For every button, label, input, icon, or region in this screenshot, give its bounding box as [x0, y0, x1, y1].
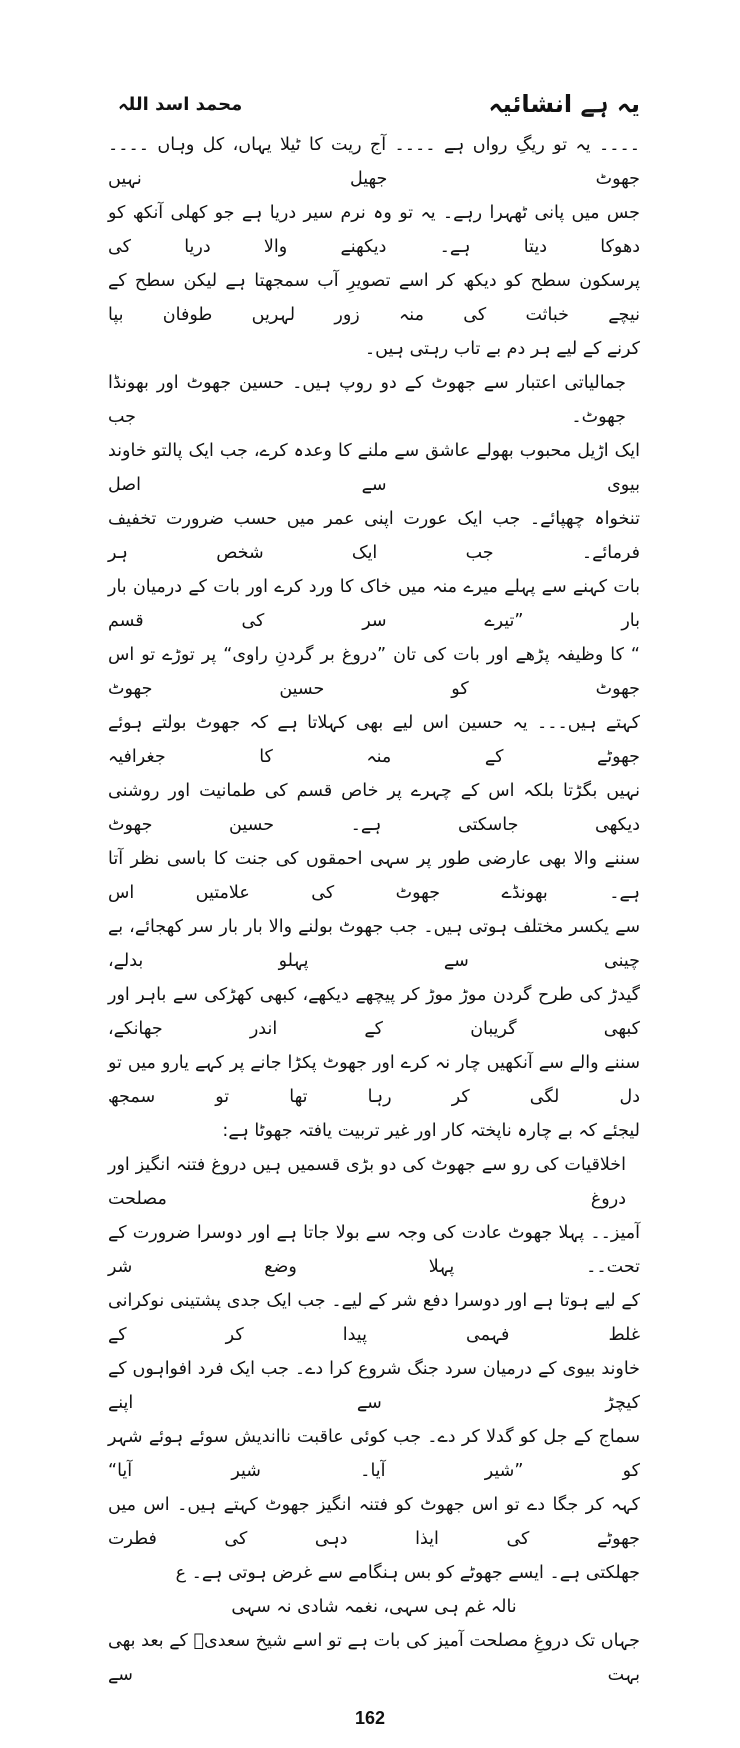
- page-header: [118, 84, 640, 124]
- text-line: تنخواہ چھپائے۔ جب ایک عورت اپنی عمر میں حسب ضرورت تخفیف فرمائے۔ جب ایک شخص ہر: [108, 509, 640, 563]
- text-line: جس میں پانی ٹھہرا رہے۔ یہ تو وہ نرم سیر دریا ہے جو کھلی آنکھ کو دھوکا دیتا ہے۔ دیکھنے والا دریا کی: [108, 203, 640, 257]
- text-line: سننے والا بھی عارضی طور پر سہی احمقوں کی جنت کا باسی نظر آتا ہے۔ بھونڈے جھوٹ کی علامتیں اس: [108, 849, 640, 903]
- text-line: کرنے کے لیے ہر دم بے تاب رہتی ہیں۔: [364, 339, 640, 359]
- text-line: جہاں تک دروغِ مصلحت آمیز کی بات ہے تو اسے شیخ سعدیؒ کے بعد بھی بہت سے: [108, 1631, 640, 1685]
- text-line: ایک اڑیل محبوب بھولے عاشق سے ملنے کا وعدہ کرے، جب ایک پالتو خاوند بیوی سے اصل: [108, 441, 640, 495]
- essay-body: [108, 128, 640, 1692]
- text-line: کے لیے ہوتا ہے اور دوسرا دفع شر کے لیے۔ جب ایک جدی پشتینی نوکرانی غلط فہمی پیدا کر کے: [108, 1291, 640, 1345]
- text-line: آمیز۔۔ پہلا جھوٹ عادت کی وجہ سے بولا جاتا ہے اور دوسرا ضرورت کے تحت۔۔ پہلا وضع شر: [108, 1223, 640, 1277]
- text-line: گیدڑ کی طرح گردن موڑ موڑ کر پیچھے دیکھے، کبھی کھڑکی سے باہر اور کبھی گریبان کے اندر جھانکے،: [108, 985, 640, 1039]
- text-line: خاوند بیوی کے درمیان سرد جنگ شروع کرا دے۔ جب ایک فرد افواہوں کے کیچڑ سے اپنے: [108, 1359, 640, 1413]
- text-line: جھلکتی ہے۔ ایسے جھوٹے کو بس ہنگامے سے غرض ہوتی ہے۔ ع: [175, 1563, 640, 1583]
- text-line: سماج کے جل کو گدلا کر دے۔ جب کوئی عاقبت نااندیش سوئے ہوئے شہر کو ”شیر آیا۔ شیر آیا“: [108, 1427, 640, 1481]
- text-line: جمالیاتی اعتبار سے جھوٹ کے دو روپ ہیں۔ حسین جھوٹ اور بھونڈا جھوٹ۔ جب: [108, 373, 626, 427]
- text-line: “ کا وظیفہ پڑھے اور بات کی تان ”دروغ بر گردنِ راوی“ پر توڑے تو اس جھوٹ کو حسین جھوٹ: [108, 645, 640, 699]
- author-name: محمد اسد اللہ: [118, 93, 243, 115]
- text-line: ۔۔۔۔ یہ تو ریگِ رواں ہے ۔۔۔۔ آج ریت کا ٹیلا یہاں، کل وہاں ۔۔۔۔ جھوٹ جھیل نہیں: [108, 135, 640, 189]
- text-line: کہہ کر جگا دے تو اس جھوٹ کو فتنہ انگیز جھوٹ کہتے ہیں۔ اس میں جھوٹے کی ایذا دہی کی فطرت: [108, 1495, 640, 1549]
- text-line: لیجئے کہ بے چارہ ناپختہ کار اور غیر تربیت یافتہ جھوٹا ہے:: [222, 1121, 640, 1141]
- text-line: بات کہنے سے پہلے میرے منہ میں خاک کا ورد کرے اور بات کے درمیان بار بار ”تیرے سر کی قسم: [108, 577, 640, 631]
- text-line: نہیں بگڑتا بلکہ اس کے چہرے پر خاص قسم کی طمانیت اور روشنی دیکھی جاسکتی ہے۔ حسین جھوٹ: [108, 781, 640, 835]
- text-line: کہتے ہیں۔۔۔ یہ حسین اس لیے بھی کہلاتا ہے کہ جھوٹ بولتے ہوئے جھوٹے کے منہ کا جغرافیہ: [108, 713, 640, 767]
- text-line: اخلاقیات کی رو سے جھوٹ کی دو بڑی قسمیں ہیں دروغ فتنہ انگیز اور دروغ مصلحت: [108, 1155, 626, 1209]
- text-line: سے یکسر مختلف ہوتی ہیں۔ جب جھوٹ بولنے والا بار بار سر کھجائے، بے چینی سے پہلو بدلے،: [108, 917, 640, 971]
- text-line: سننے والے سے آنکھیں چار نہ کرے اور جھوٹ پکڑا جانے پر کہے یارو میں تو دل لگی کر رہا تھا تو سمجھ: [108, 1053, 640, 1107]
- chapter-title: یہ ہے انشائیہ: [488, 90, 640, 118]
- verse-line: نالہ غم ہی سہی، نغمہ شادی نہ سہی: [231, 1597, 517, 1617]
- page-number: 162: [354, 1708, 386, 1728]
- text-line: پرسکون سطح کو دیکھ کر اسے تصویرِ آب سمجھتا ہے لیکن سطح کے نیچے خباثت کی منہ زور لہریں طوفان بپا: [108, 271, 640, 325]
